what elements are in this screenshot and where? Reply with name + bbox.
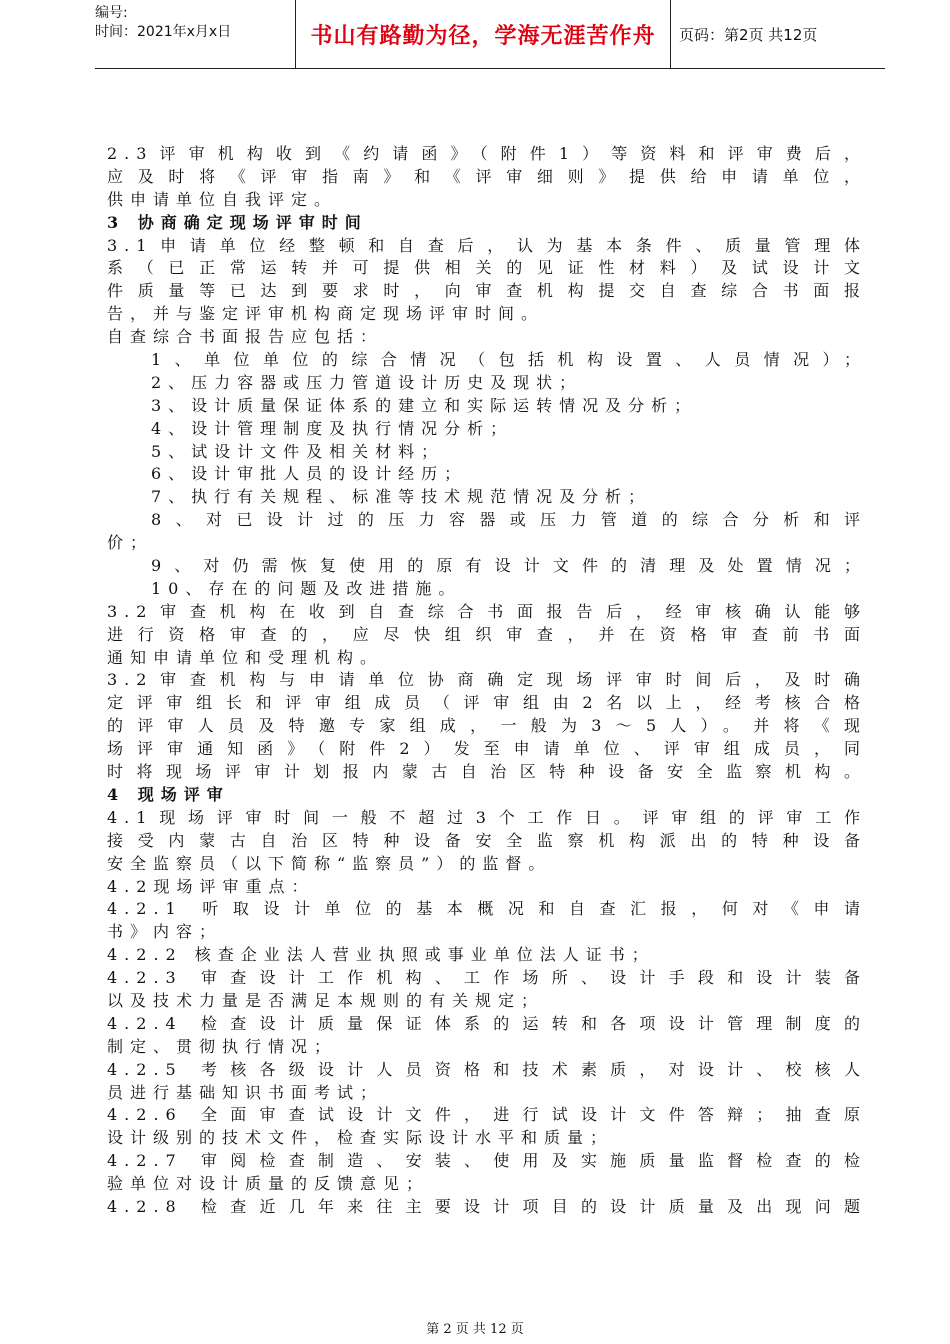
text-line: 供申请单位自我评定。 xyxy=(107,189,338,209)
section-heading: 3 协商确定现场评审时间 xyxy=(107,212,368,232)
text-line: 1、单位单位的综合情况（包括机构设置、人员情况）； xyxy=(151,350,867,370)
text-line: 4.1现场评审时间一般不超过3个工作日。评审组的评审工作 xyxy=(107,807,867,827)
text-line: 接受内蒙古自治区特种设备安全监察机构派出的特种设备 xyxy=(107,830,867,850)
page-footer: 第 2 页 共 12 页 xyxy=(426,1322,524,1337)
text-line: 告，并与鉴定评审机构商定现场评审时间。 xyxy=(107,304,545,324)
text-line: 3.1申请单位经整顿和自查后，认为基本条件、质量管理体 xyxy=(107,235,867,255)
text-line: 8、对已设计过的压力容器或压力管道的综合分析和评 xyxy=(151,510,867,530)
text-line: 4.2.5 考核各级设计人员资格和技术素质，对设计、校核人 xyxy=(107,1059,867,1079)
text-line: 时将现场评审计划报内蒙古自治区特种设备安全监察机构。 xyxy=(107,762,867,782)
text-line: 系（已正常运转并可提供相关的见证性材料）及试设计文 xyxy=(107,258,867,278)
text-line: 以及技术力量是否满足本规则的有关规定； xyxy=(107,990,545,1010)
text-line: 价； xyxy=(107,533,154,553)
text-line: 通知申请单位和受理机构。 xyxy=(107,647,384,667)
text-line: 4.2.4 检查设计质量保证体系的运转和各项设计管理制度的 xyxy=(107,1013,867,1033)
text-line: 5、试设计文件及相关材料； xyxy=(151,441,445,461)
header-motto-cell xyxy=(296,0,671,68)
document-body xyxy=(107,143,867,1219)
text-line: 2、压力容器或压力管道设计历史及现状； xyxy=(151,372,583,392)
text-line: 安全监察员（以下简称“监察员”）的监督。 xyxy=(107,853,552,873)
text-line: 4.2.2 核查企业法人营业执照或事业单位法人证书； xyxy=(107,945,655,965)
page-header xyxy=(95,0,885,69)
text-line: 定评审组长和评审组成员（评审组由2名以上，经考核合格 xyxy=(107,693,867,713)
header-page-number: 页码：第2页 共12页 xyxy=(679,25,818,44)
text-line: 员进行基础知识书面考试； xyxy=(107,1082,384,1102)
text-line: 设计级别的技术文件，检查实际设计水平和质量； xyxy=(107,1128,614,1148)
text-line: 4.2现场评审重点： xyxy=(107,876,315,896)
document-time-label: 时间：2021年x月x日 xyxy=(95,24,232,40)
text-line: 3、设计质量保证体系的建立和实际运转情况及分析； xyxy=(151,395,698,415)
text-line: 7、执行有关规程、标准等技术规范情况及分析； xyxy=(151,487,652,507)
text-line: 4、设计管理制度及执行情况分析； xyxy=(151,418,514,438)
text-line: 应及时将《评审指南》和《评审细则》提供给申请单位， xyxy=(107,166,867,186)
header-page-cell xyxy=(671,0,893,68)
header-motto: 书山有路勤为径，学海无涯苦作舟 xyxy=(310,23,656,49)
document-number-label: 编号: xyxy=(95,5,128,21)
text-line: 4.2.3 审查设计工作机构、工作场所、设计手段和设计装备 xyxy=(107,968,867,988)
text-line: 验单位对设计质量的反馈意见； xyxy=(107,1174,430,1194)
text-line: 件质量等已达到要求时，向审查机构提交自查综合书面报 xyxy=(107,281,867,301)
text-line: 书》内容； xyxy=(107,922,223,942)
text-line: 场评审通知函》（附件2）发至申请单位、评审组成员，同 xyxy=(107,739,867,759)
text-line: 自查综合书面报告应包括： xyxy=(107,327,384,347)
text-line: 9、对仍需恢复使用的原有设计文件的清理及处置情况； xyxy=(151,556,867,576)
text-line: 4.2.1 听取设计单位的基本概况和自查汇报，何对《申请 xyxy=(107,899,867,919)
text-line: 制定、贯彻执行情况； xyxy=(107,1036,338,1056)
header-info-cell xyxy=(95,0,296,68)
section-heading: 4 现场评审 xyxy=(107,784,230,804)
text-line: 的评审人员及特邀专家组成，一般为3～5人）。并将《现 xyxy=(107,716,867,736)
text-line: 3.2审查机构在收到自查综合书面报告后，经审核确认能够 xyxy=(107,601,867,621)
text-line: 4.2.6 全面审查试设计文件，进行试设计文件答辩；抽查原 xyxy=(107,1105,867,1125)
text-line: 4.2.8 检查近几年来往主要设计项目的设计质量及出现问题 xyxy=(107,1196,867,1216)
text-line: 3.2审查机构与申请单位协商确定现场评审时间后，及时确 xyxy=(107,670,867,690)
text-line: 6、设计审批人员的设计经历； xyxy=(151,464,468,484)
text-line: 进行资格审查的，应尽快组织审查，并在资格审查前书面 xyxy=(107,624,867,644)
text-line: 10、存在的问题及改进措施。 xyxy=(151,578,462,598)
text-line: 4.2.7 审阅检查制造、安装、使用及实施质量监督检查的检 xyxy=(107,1151,867,1171)
text-line: 2.3评审机构收到《约请函》（附件1）等资料和评审费后， xyxy=(107,144,867,163)
